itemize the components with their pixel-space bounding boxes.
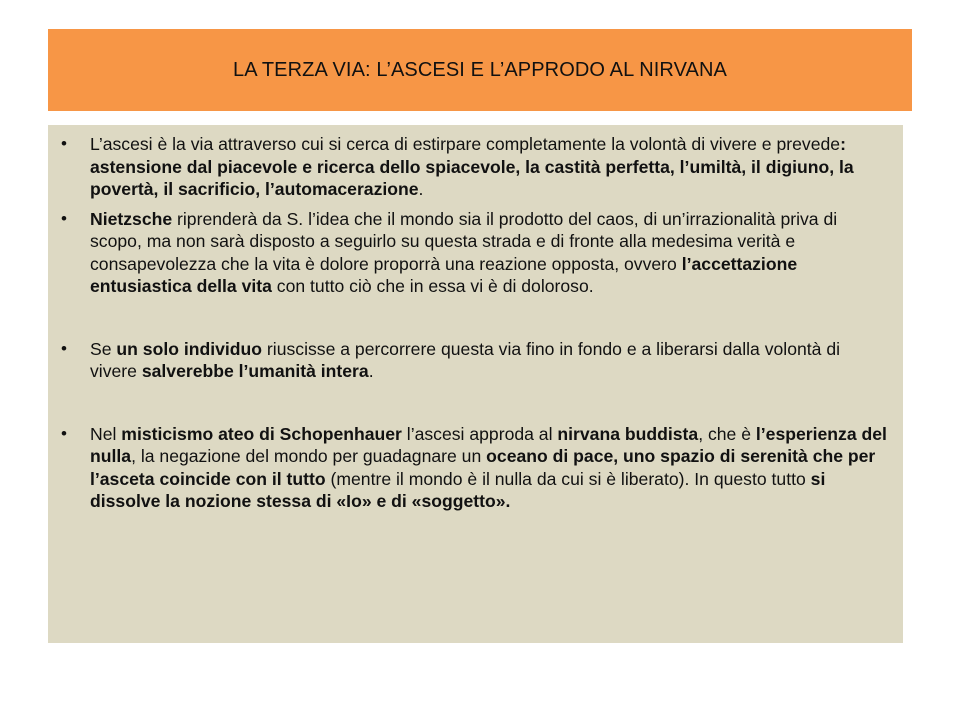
bullet-text-segment: riuscisse a percorrere questa via fino in fondo e a liberarsi dalla volontà di vivere [90,338,841,381]
bullet-dot: • [61,338,67,358]
bullet-text-segment: (mentre il mondo è il nulla da cui si è liberato). In questo tutto [325,468,811,489]
bullet-text-segment: , che è [698,423,756,444]
bullet-item-nietzsche [48,208,903,298]
bullet-text-segment: riprenderà da S. l’idea che il mondo sia il prodotto del caos, di un’irrazionalità priva di scopo, ma non sarà disposto a seguirlo su questa strada e di fronte alla medesima verità e consapevolezza che la vita è dolore proporrà una reazione opposta, ovvero [90,208,838,274]
bullet-text-bold-segment: un solo individuo [116,338,263,359]
bullet-text-bold-segment: : astensione dal piacevole e ricerca dello spiacevole, la castità perfetta, l’umiltà, il digiuno, la povertà, il sacrificio, l’automacerazione [90,134,854,199]
bullet-text-segment: con tutto ciò che in essa vi è di doloroso. [271,276,594,296]
bullet-text-bold-segment: Nietzsche [90,208,173,229]
bullet-item-individuo [48,338,903,383]
title-bar [48,29,912,111]
bullet-text-bold-segment: misticismo ateo di Schopenhauer [121,423,402,444]
bullet-text-segment: . [368,361,374,381]
bullet-text-bold-segment: nirvana buddista [557,423,699,444]
bullet-text-segment: Se [90,338,117,359]
bullet-text-segment: l’ascesi approda al [401,423,558,444]
bullet-text-bold-segment: salverebbe l’umanità intera [141,361,369,381]
bullet-dot: • [61,208,67,228]
slide-title: LA TERZA VIA: L’ASCESI E L’APPRODO AL NIRVANA [233,58,727,81]
bullet-text-segment: L’ascesi è la via attraverso cui si cerca di estirpare completamente la volontà di vivere e prevede [90,134,841,154]
bullet-item-misticismo [48,423,903,513]
bullet-list [48,133,903,513]
bullet-text-segment: , la negazione del mondo per guadagnare un [131,446,487,466]
content-box [48,125,903,643]
bullet-text-segment: . [418,179,424,199]
bullet-text-bold-segment: l’accettazione entusiastica della vita [90,253,798,296]
bullet-dot: • [61,134,67,153]
bullet-item-ascesi [48,133,903,201]
bullet-text-bold-segment: oceano di pace, uno spazio di serenità che per l’asceta coincide con il tutto [90,446,876,489]
bullet-text-bold-segment: si dissolve la nozione stessa di «Io» e di «soggetto». [90,468,826,511]
bullet-text-segment: Nel [90,423,122,444]
bullet-dot: • [61,423,67,443]
bullet-text-bold-segment: l’esperienza del nulla [90,423,887,466]
